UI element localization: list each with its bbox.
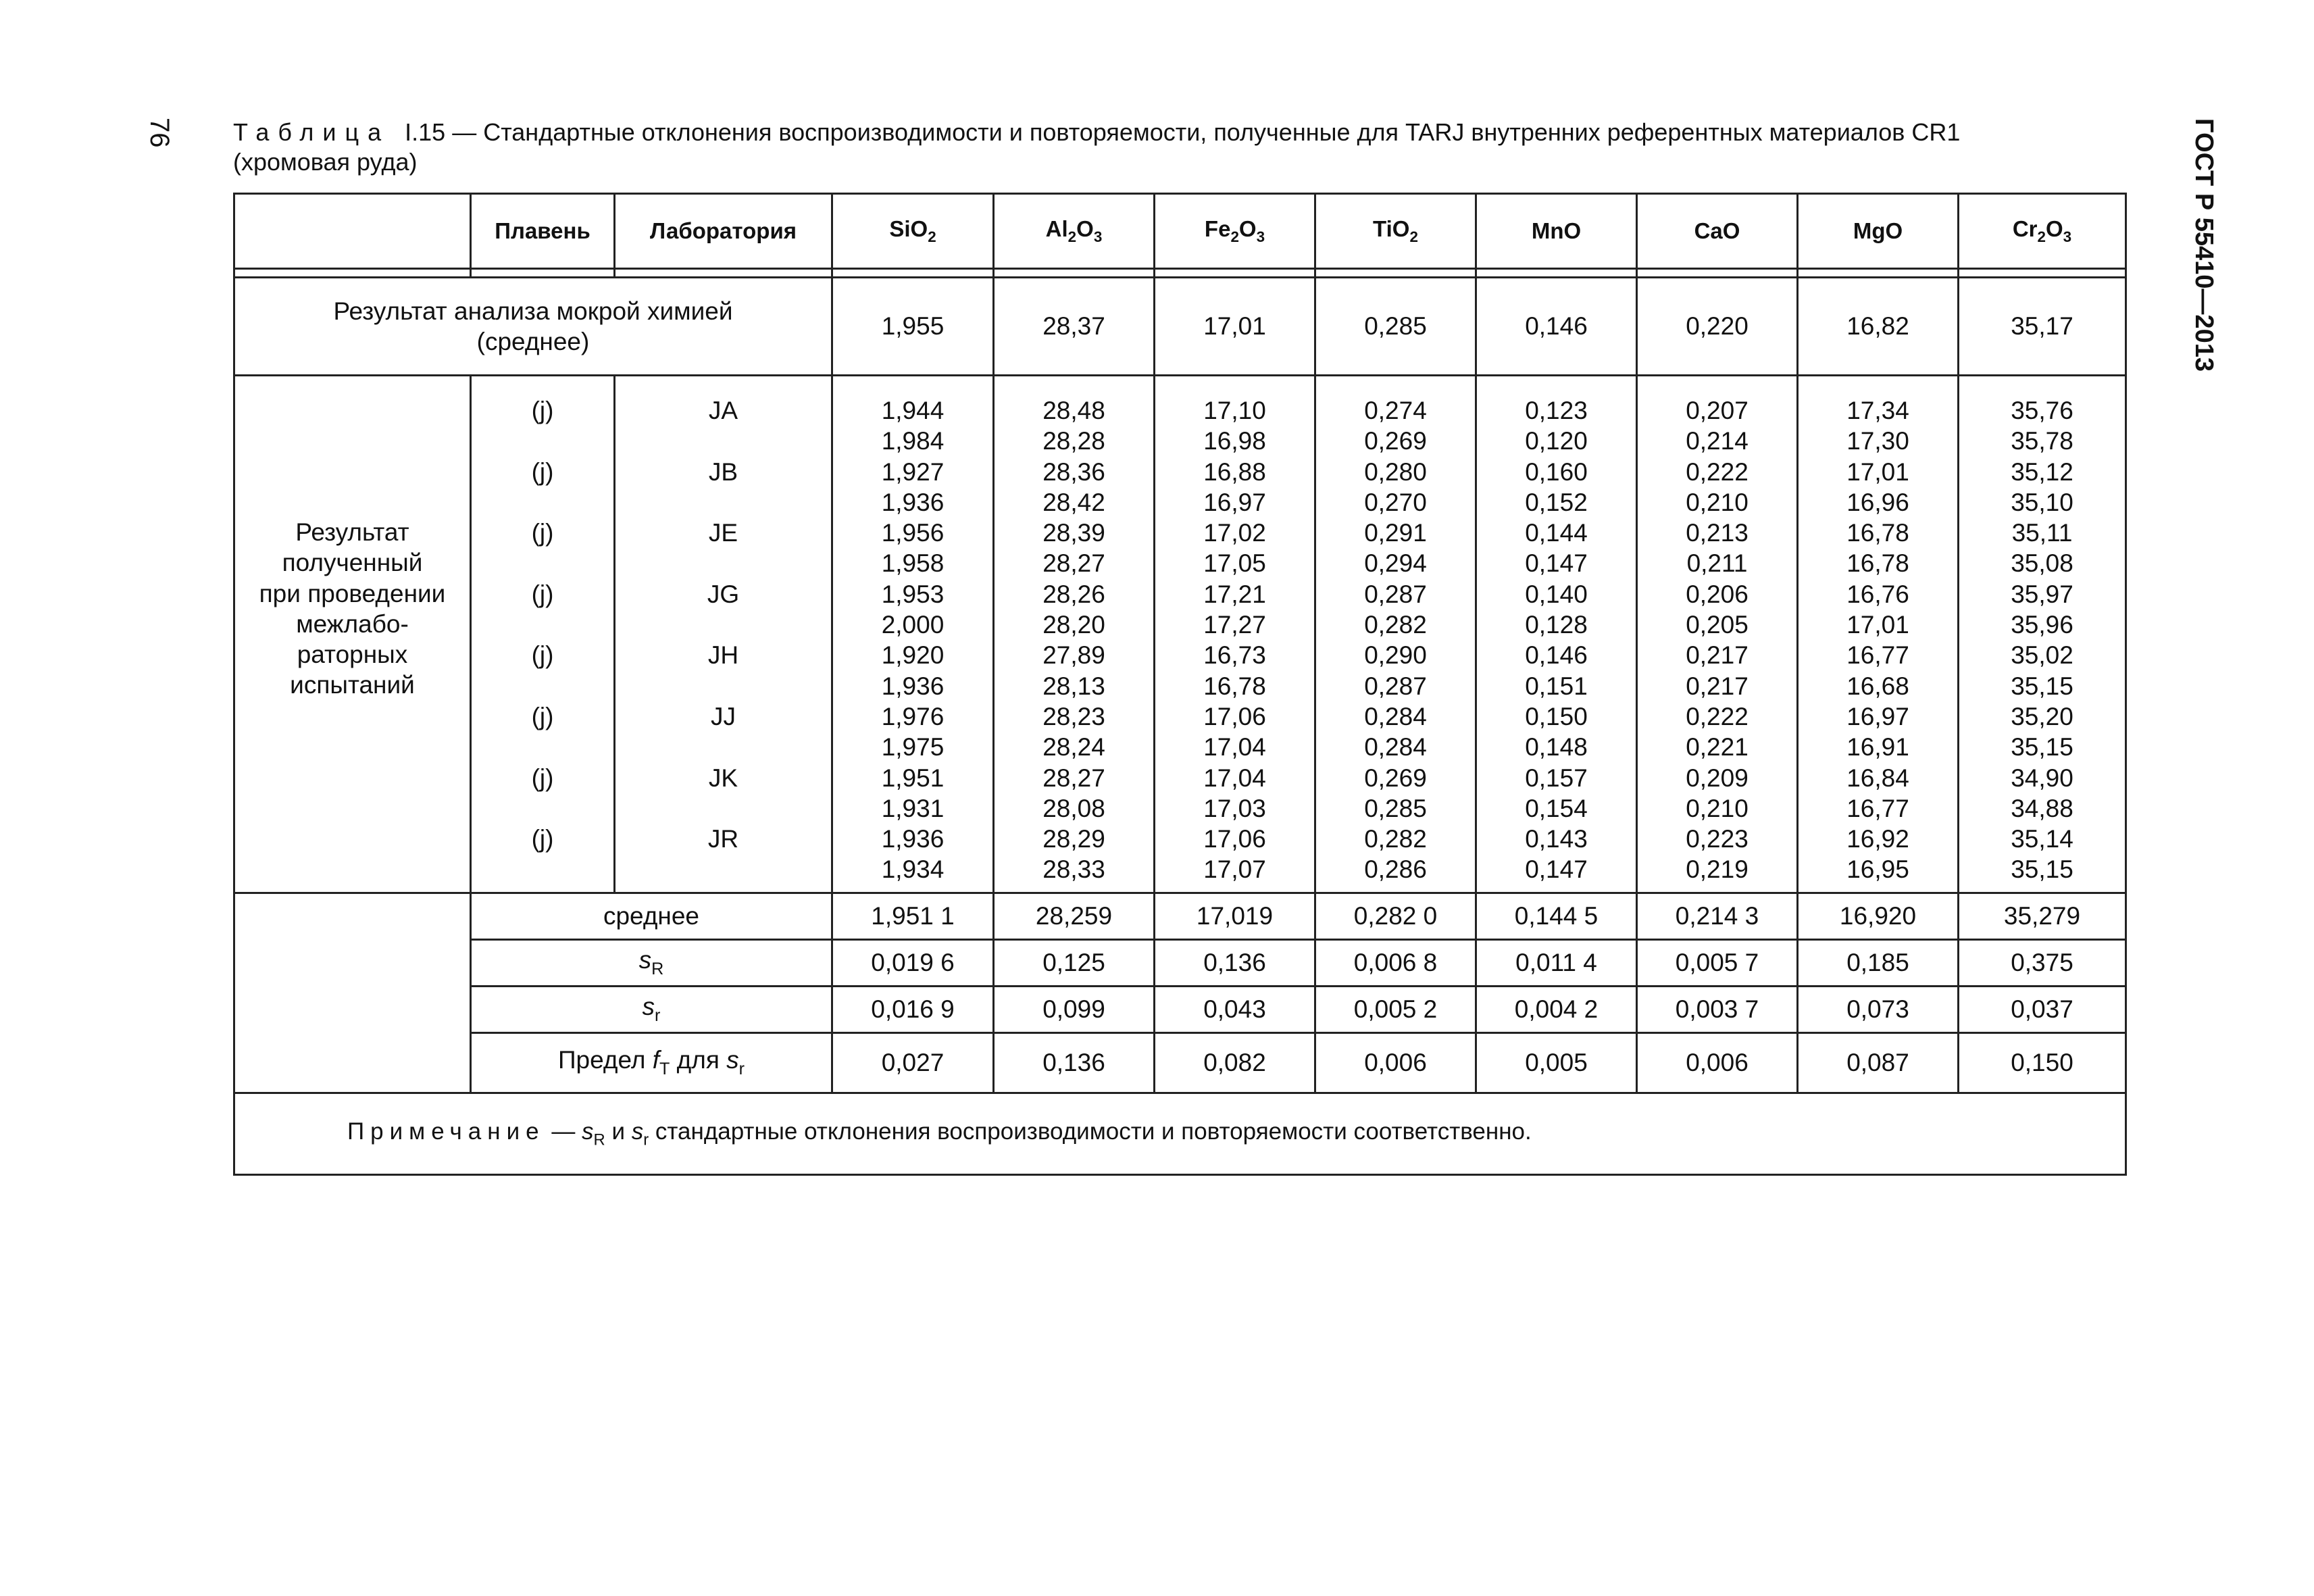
sr-label: $s_r$ bbox=[471, 986, 832, 1032]
measurement-value: 0,282 bbox=[1364, 825, 1427, 853]
measurement-value: 17,05 bbox=[1203, 549, 1266, 578]
measurement-value: 0,209 bbox=[1686, 764, 1749, 792]
measurement-value: 16,84 bbox=[1846, 764, 1909, 792]
measurement-value: 16,73 bbox=[1203, 641, 1266, 670]
measurement-value: 28,42 bbox=[1042, 488, 1105, 516]
measurement-value: 0,144 bbox=[1525, 519, 1588, 547]
limit-value: 0,136 bbox=[994, 1032, 1155, 1093]
measurement-value: 34,88 bbox=[2011, 794, 2073, 822]
measurement-value: 0,294 bbox=[1364, 549, 1427, 578]
wet-value: 0,285 bbox=[1315, 278, 1476, 376]
header-melt: Плавень bbox=[471, 194, 615, 269]
measurement-value: 1,956 bbox=[881, 519, 945, 547]
measurement-value: 0,219 bbox=[1686, 855, 1749, 884]
measurement-value: 28,23 bbox=[1042, 702, 1105, 730]
measurement-value: 0,221 bbox=[1686, 733, 1749, 762]
measurement-value: 0,140 bbox=[1525, 580, 1588, 608]
mean-value: 16,920 bbox=[1798, 893, 1959, 939]
header-divider-row bbox=[234, 269, 2126, 278]
measurement-value: 28,27 bbox=[1042, 764, 1105, 792]
measurement-value: 35,20 bbox=[2011, 702, 2073, 730]
limit-value: 0,082 bbox=[1155, 1032, 1315, 1093]
measurement-value: 0,207 bbox=[1686, 397, 1749, 424]
tio2-values bbox=[1315, 376, 1476, 893]
mean-value: 17,019 bbox=[1155, 893, 1315, 939]
measurement-value: 0,146 bbox=[1525, 641, 1588, 670]
sR-value: 0,019 6 bbox=[832, 939, 994, 986]
measurement-value: 0,160 bbox=[1525, 457, 1588, 486]
measurement-value: 0,223 bbox=[1686, 825, 1749, 853]
wet-value: 0,146 bbox=[1476, 278, 1637, 376]
measurement-value: 28,39 bbox=[1042, 519, 1105, 547]
caption-label: Таблица bbox=[233, 118, 391, 146]
measurement-value: 16,88 bbox=[1203, 457, 1266, 486]
sio2-values bbox=[832, 376, 994, 893]
measurement-value: 0,269 bbox=[1364, 427, 1427, 455]
sR-value: 0,011 4 bbox=[1476, 939, 1637, 986]
measurement-value: 28,26 bbox=[1042, 580, 1105, 608]
measurement-value: 1,953 bbox=[881, 580, 945, 608]
measurement-value: 16,78 bbox=[1203, 672, 1266, 700]
measurement-value: 28,27 bbox=[1042, 549, 1105, 578]
measurement-value: 35,12 bbox=[2011, 457, 2073, 486]
header-row bbox=[234, 194, 2126, 269]
measurement-value: 1,951 bbox=[881, 764, 945, 792]
measurement-value: 0,222 bbox=[1686, 457, 1749, 486]
measurement-value: 0,270 bbox=[1364, 488, 1427, 516]
measurement-value: 35,02 bbox=[2011, 641, 2073, 670]
limit-value: 0,006 bbox=[1315, 1032, 1476, 1093]
measurement-value: 28,20 bbox=[1042, 611, 1105, 639]
measurement-value: 35,10 bbox=[2011, 488, 2073, 516]
measurement-value: 17,04 bbox=[1203, 764, 1266, 792]
limit-value: 0,005 bbox=[1476, 1032, 1637, 1093]
sr-value: 0,043 bbox=[1155, 986, 1315, 1032]
limit-label: Предел $f_T$ для $s_r$ bbox=[471, 1032, 832, 1093]
header-lab: Лаборатория bbox=[615, 194, 832, 269]
wet-value: 35,17 bbox=[1959, 278, 2126, 376]
sR-value: 0,006 8 bbox=[1315, 939, 1476, 986]
measurement-value: 0,217 bbox=[1686, 672, 1749, 700]
header-sio2: SiO$_2$ bbox=[832, 194, 994, 269]
measurement-value: 0,206 bbox=[1686, 580, 1749, 608]
measurement-value: 17,21 bbox=[1203, 580, 1266, 608]
mean-value: 0,282 0 bbox=[1315, 893, 1476, 939]
measurement-value: 0,280 bbox=[1364, 457, 1427, 486]
measurement-value: 16,68 bbox=[1846, 672, 1909, 700]
measurement-value: 35,76 bbox=[2011, 397, 2073, 424]
measurement-value: 34,90 bbox=[2011, 764, 2073, 792]
wet-value: 0,220 bbox=[1637, 278, 1798, 376]
measurement-value: 17,07 bbox=[1203, 855, 1266, 884]
measurement-value: 0,274 bbox=[1364, 397, 1427, 424]
measurement-value: 0,290 bbox=[1364, 641, 1427, 670]
measurement-value: 16,97 bbox=[1203, 488, 1266, 516]
measurement-value: 35,11 bbox=[2011, 519, 2073, 547]
header-al2o3: $Al_2O_3$ bbox=[994, 194, 1155, 269]
measurement-value: 0,147 bbox=[1525, 549, 1588, 578]
header-mno: MnO bbox=[1476, 194, 1637, 269]
measurement-value: 0,148 bbox=[1525, 733, 1588, 762]
measurement-value: 0,269 bbox=[1364, 764, 1427, 792]
measurement-value: 35,97 bbox=[2011, 580, 2073, 608]
limit-row bbox=[234, 1032, 2126, 1093]
measurement-value: 16,77 bbox=[1846, 794, 1909, 822]
measurement-value: 0,128 bbox=[1525, 611, 1588, 639]
measurement-value: 28,28 bbox=[1042, 427, 1105, 455]
header-fe2o3: $Fe_2O_3$ bbox=[1155, 194, 1315, 269]
sR-value: 0,136 bbox=[1155, 939, 1315, 986]
measurement-value: 17,06 bbox=[1203, 702, 1266, 730]
measurement-value: 16,96 bbox=[1846, 488, 1909, 516]
wet-value: 28,37 bbox=[994, 278, 1155, 376]
measurement-value: 0,287 bbox=[1364, 580, 1427, 608]
sR-value: 0,185 bbox=[1798, 939, 1959, 986]
wet-value: 17,01 bbox=[1155, 278, 1315, 376]
sR-row bbox=[234, 939, 2126, 986]
measurement-value: 35,96 bbox=[2011, 611, 2073, 639]
measurement-value: 17,34 bbox=[1846, 397, 1909, 424]
sr-row bbox=[234, 986, 2126, 1032]
wet-value: 1,955 bbox=[832, 278, 994, 376]
measurement-value: 17,27 bbox=[1203, 611, 1266, 639]
measurement-value: 28,33 bbox=[1042, 855, 1105, 884]
limit-value: 0,150 bbox=[1959, 1032, 2126, 1093]
measurement-value: 0,286 bbox=[1364, 855, 1427, 884]
mean-value: 0,144 5 bbox=[1476, 893, 1637, 939]
sr-value: 0,016 9 bbox=[832, 986, 994, 1032]
melt-column: (j) (j) (j) (j) (j) (j) (j) (j) bbox=[471, 376, 615, 893]
measurement-value: 0,282 bbox=[1364, 611, 1427, 639]
header-mgo: MgO bbox=[1798, 194, 1959, 269]
limit-value: 0,027 bbox=[832, 1032, 994, 1093]
measurement-value: 0,143 bbox=[1525, 825, 1588, 853]
header-cr2o3: $Cr_2O_3$ bbox=[1959, 194, 2126, 269]
measurement-value: 35,78 bbox=[2011, 427, 2073, 455]
interlab-label: Результат полученный при проведении межлабо- раторных испытаний bbox=[234, 376, 471, 893]
measurement-value: 1,975 bbox=[881, 733, 945, 762]
al2o3-values bbox=[994, 376, 1155, 893]
table-note: Примечание — $s_R$ и $s_r$ стандартные отклонения воспроизводимости и повторяемости соответственно. bbox=[234, 1093, 2126, 1174]
measurement-value: 16,77 bbox=[1846, 641, 1909, 670]
measurement-value: 28,13 bbox=[1042, 672, 1105, 700]
measurement-value: 17,01 bbox=[1846, 611, 1909, 639]
measurement-value: 16,91 bbox=[1846, 733, 1909, 762]
measurement-value: 1,920 bbox=[881, 641, 945, 670]
measurement-value: 17,06 bbox=[1203, 825, 1266, 853]
wet-chem-label: Результат анализа мокрой химией (среднее) bbox=[234, 278, 832, 376]
measurement-value: 17,03 bbox=[1203, 794, 1266, 822]
note-row bbox=[234, 1093, 2126, 1174]
measurement-value: 16,95 bbox=[1846, 855, 1909, 884]
page-number: 76 bbox=[145, 118, 174, 148]
mean-row bbox=[234, 893, 2126, 939]
measurement-value: 17,01 bbox=[1846, 457, 1909, 486]
measurement-value: 1,984 bbox=[881, 427, 945, 455]
measurement-value: 35,15 bbox=[2011, 672, 2073, 700]
measurement-value: 35,08 bbox=[2011, 549, 2073, 578]
measurement-value: 35,15 bbox=[2011, 855, 2073, 884]
measurement-value: 1,936 bbox=[881, 488, 945, 516]
document-code: ГОСТ Р 55410—2013 bbox=[2190, 118, 2218, 372]
measurement-value: 1,944 bbox=[881, 397, 945, 424]
sr-value: 0,073 bbox=[1798, 986, 1959, 1032]
measurement-value: 0,285 bbox=[1364, 794, 1427, 822]
measurement-value: 16,76 bbox=[1846, 580, 1909, 608]
measurement-value: 17,02 bbox=[1203, 519, 1266, 547]
sr-value: 0,037 bbox=[1959, 986, 2126, 1032]
measurement-value: 17,10 bbox=[1203, 397, 1266, 424]
measurement-value: 0,210 bbox=[1686, 488, 1749, 516]
measurement-value: 1,927 bbox=[881, 457, 945, 486]
mean-value: 0,214 3 bbox=[1637, 893, 1798, 939]
measurement-value: 0,284 bbox=[1364, 733, 1427, 762]
limit-value: 0,006 bbox=[1637, 1032, 1798, 1093]
measurement-value: 16,97 bbox=[1846, 702, 1909, 730]
measurement-value: 17,30 bbox=[1846, 427, 1909, 455]
sr-value: 0,099 bbox=[994, 986, 1155, 1032]
stats-empty-cell bbox=[234, 893, 471, 1093]
caption-text: I.15 — Стандартные отклонения воспроизводимости и повторяемости, полученные для TARJ внутренних референтных материалов CR1 bbox=[405, 118, 1961, 146]
mean-value: 1,951 1 bbox=[832, 893, 994, 939]
measurement-value: 0,287 bbox=[1364, 672, 1427, 700]
wet-value: 16,82 bbox=[1798, 278, 1959, 376]
sR-value: 0,375 bbox=[1959, 939, 2126, 986]
measurement-value: 0,222 bbox=[1686, 702, 1749, 730]
mean-value: 28,259 bbox=[994, 893, 1155, 939]
measurement-value: 1,976 bbox=[881, 702, 945, 730]
measurement-value: 16,78 bbox=[1846, 549, 1909, 578]
wet-chem-row bbox=[234, 278, 2126, 376]
mean-value: 35,279 bbox=[1959, 893, 2126, 939]
header-empty bbox=[234, 194, 471, 269]
measurement-value: 16,78 bbox=[1846, 519, 1909, 547]
measurement-value: 16,98 bbox=[1203, 427, 1266, 455]
measurement-value: 0,147 bbox=[1525, 855, 1588, 884]
header-cao: CaO bbox=[1637, 194, 1798, 269]
measurement-value: 27,89 bbox=[1042, 641, 1105, 670]
measurement-value: 28,29 bbox=[1042, 825, 1105, 853]
caption-line2: (хромовая руда) bbox=[233, 148, 418, 176]
measurement-value: 0,291 bbox=[1364, 519, 1427, 547]
data-table bbox=[233, 193, 2127, 1176]
measurement-value: 28,24 bbox=[1042, 733, 1105, 762]
measurement-value: 0,213 bbox=[1686, 519, 1749, 547]
measurement-value: 0,150 bbox=[1525, 702, 1588, 730]
cr2o3-values bbox=[1959, 376, 2126, 893]
sr-value: 0,004 2 bbox=[1476, 986, 1637, 1032]
cao-values bbox=[1637, 376, 1798, 893]
measurement-value: 1,931 bbox=[881, 794, 945, 822]
measurement-value: 17,04 bbox=[1203, 733, 1266, 762]
sr-value: 0,003 7 bbox=[1637, 986, 1798, 1032]
measurement-value: 16,92 bbox=[1846, 825, 1909, 853]
mgo-values bbox=[1798, 376, 1959, 893]
measurement-value: 1,936 bbox=[881, 672, 945, 700]
sR-value: 0,005 7 bbox=[1637, 939, 1798, 986]
measurement-value: 0,120 bbox=[1525, 427, 1588, 455]
measurement-value: 35,14 bbox=[2011, 825, 2073, 853]
interlab-row bbox=[234, 376, 2126, 893]
measurement-value: 28,48 bbox=[1042, 397, 1105, 424]
measurement-value: 0,284 bbox=[1364, 702, 1427, 730]
measurement-value: 1,958 bbox=[881, 549, 945, 578]
fe2o3-values bbox=[1155, 376, 1315, 893]
measurement-value: 0,152 bbox=[1525, 488, 1588, 516]
measurement-value: 0,217 bbox=[1686, 641, 1749, 670]
measurement-value: 0,154 bbox=[1525, 794, 1588, 822]
measurement-value: 1,936 bbox=[881, 825, 945, 853]
mean-label: среднее bbox=[471, 893, 832, 939]
measurement-value: 0,123 bbox=[1525, 397, 1588, 424]
measurement-value: 28,08 bbox=[1042, 794, 1105, 822]
sR-label: $s_R$ bbox=[471, 939, 832, 986]
measurement-value: 1,934 bbox=[881, 855, 945, 884]
measurement-value: 35,15 bbox=[2011, 733, 2073, 762]
measurement-value: 0,211 bbox=[1686, 549, 1748, 578]
limit-value: 0,087 bbox=[1798, 1032, 1959, 1093]
measurement-value: 0,151 bbox=[1525, 672, 1588, 700]
measurement-value: 0,157 bbox=[1525, 764, 1588, 792]
mno-values bbox=[1476, 376, 1637, 893]
measurement-value: 0,210 bbox=[1686, 794, 1749, 822]
table-caption bbox=[233, 118, 2125, 177]
measurement-value: 28,36 bbox=[1042, 457, 1105, 486]
measurement-value: 0,214 bbox=[1686, 427, 1749, 455]
sR-value: 0,125 bbox=[994, 939, 1155, 986]
header-tio2: TiO$_2$ bbox=[1315, 194, 1476, 269]
measurement-value: 0,205 bbox=[1686, 611, 1749, 639]
lab-column: JA JB JE JG JH JJ JK JR bbox=[615, 376, 832, 893]
measurement-value: 2,000 bbox=[881, 611, 945, 639]
sr-value: 0,005 2 bbox=[1315, 986, 1476, 1032]
